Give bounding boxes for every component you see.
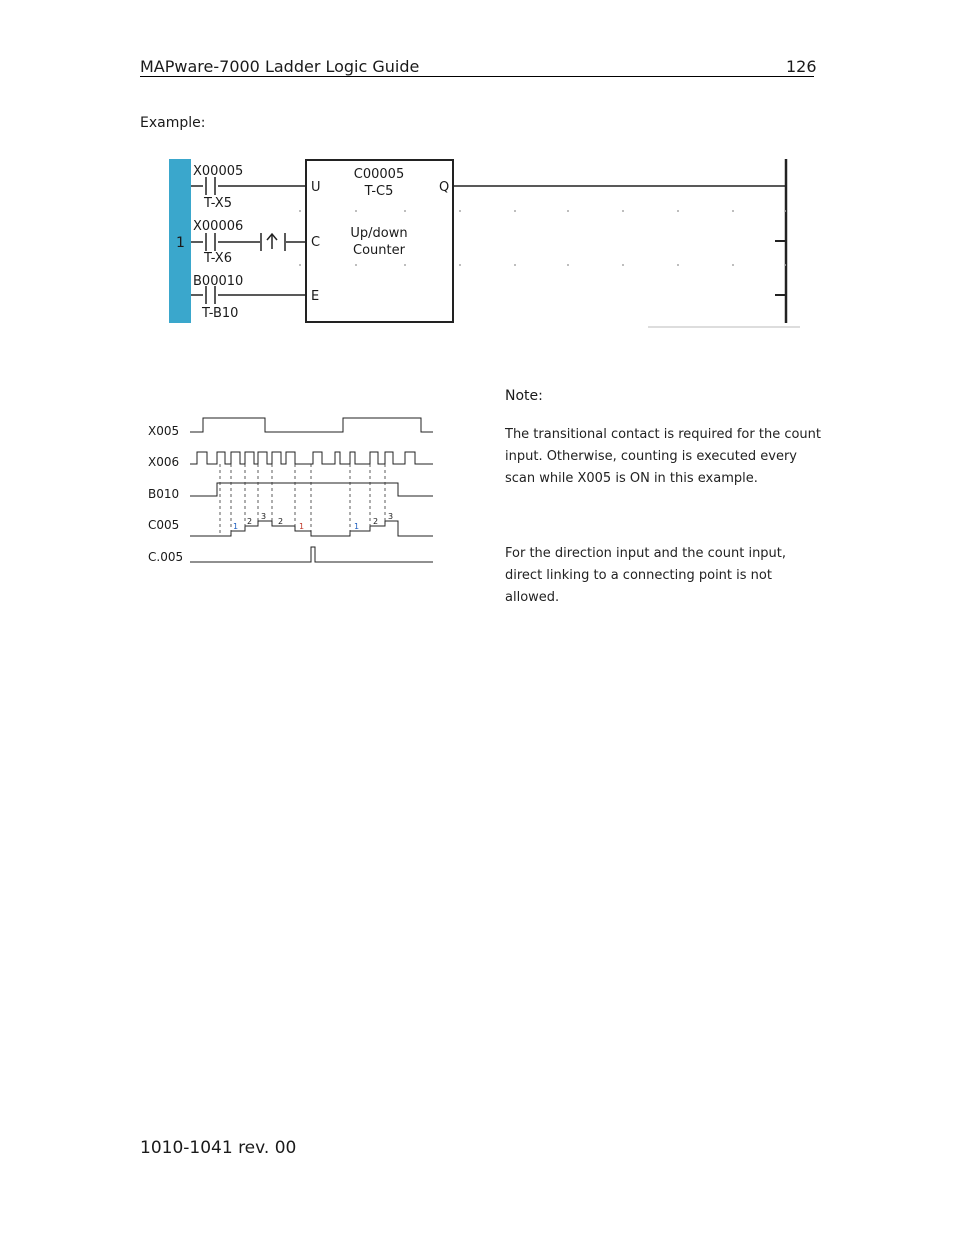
contact-2 [206,233,215,251]
signal-label-x005: X005 [148,424,180,438]
timing-diagram [145,410,440,570]
footer-doc-number: 1010-1041 rev. 00 [140,1138,297,1158]
count-label-3: 3 [261,512,267,521]
counter-input-u: U [311,180,321,195]
contact-1-tag: T-X5 [204,196,232,211]
contact-3-address: B00010 [193,274,244,289]
waveform-b010 [190,483,433,496]
count-label-4: 2 [278,517,284,526]
contact-2-tag: T-X6 [204,251,232,266]
counter-input-e: E [311,289,320,304]
waveform-x005 [190,418,433,432]
rising-edge-contact [261,233,285,251]
counter-address: C00005 [353,167,405,182]
signal-label-x006: X006 [148,455,180,469]
waveform-x006 [190,452,433,464]
count-label-8: 3 [388,512,394,521]
counter-name-line1: Up/down [350,226,408,241]
counter-output-q: Q [439,180,450,195]
contact-3-tag: T-B10 [202,306,239,321]
signal-label-c005: C005 [148,518,180,532]
signal-label-b010: B010 [148,487,180,501]
contact-2-address: X00006 [193,219,244,234]
contact-1-address: X00005 [193,164,244,179]
page-header-title: MAPware-7000 Ladder Logic Guide [140,57,420,76]
note-title: Note: [505,388,543,404]
count-label-6: 1 [354,522,360,531]
rung-number: 1 [176,235,185,251]
waveform-c005 [190,521,433,536]
signal-label-c-dot-005: C.005 [148,550,184,564]
page-number: 126 [786,57,817,76]
count-label-2: 2 [247,517,253,526]
header-rule [140,76,814,77]
counter-name-line2: Counter [353,243,405,258]
note-paragraph-2: For the direction input and the count input, direct linking to a connecting point is not allowed. [505,546,787,605]
note-paragraph-1: The transitional contact is required for the count input. Otherwise, counting is executed every scan while X005 is ON in this example. [505,427,822,486]
waveform-c-dot-005 [190,547,433,562]
counter-tag: T-C5 [364,184,394,199]
counter-input-c: C [311,235,321,250]
count-label-5: 1 [299,522,305,531]
example-label: Example: [140,115,206,131]
count-label-1: 1 [233,522,239,531]
contact-1 [206,177,215,195]
ladder-diagram [168,155,803,330]
count-label-7: 2 [373,517,379,526]
